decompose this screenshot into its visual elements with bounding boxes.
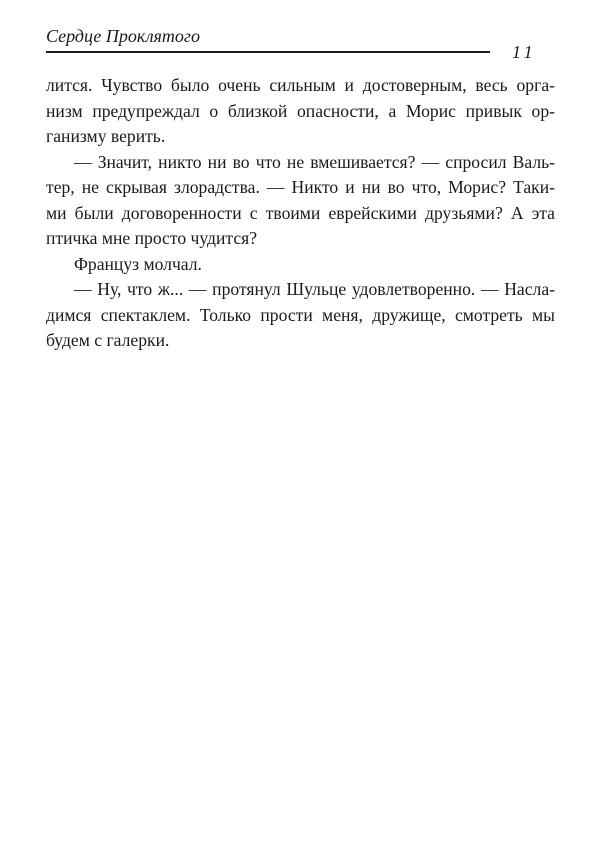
- text-line: — Значит, никто ни во что не вмешивается? — спросил Валь-: [74, 151, 555, 172]
- page-number: 11: [512, 42, 537, 62]
- text-line: ми были договоренности с твоими еврейскими друзьями? А эта: [46, 202, 555, 223]
- text-line: — Ну, что ж... — протянул Шульце удовлетворенно. — Насла-: [74, 279, 555, 299]
- text-line: ганизму верить.: [46, 126, 166, 146]
- text-line: Француз молчал.: [74, 253, 202, 274]
- text-line: будем с галерки.: [46, 330, 170, 350]
- header-rule: [46, 51, 490, 53]
- text-line: димся спектаклем. Только прости меня, дружище, смотреть мы: [46, 304, 555, 325]
- text-line: лится. Чувство было очень сильным и достоверным, весь орга-: [46, 75, 555, 95]
- text-line: птичка мне просто чудится?: [46, 228, 258, 248]
- running-title: Сердце Проклятого: [46, 26, 200, 46]
- text-line: низм предупреждал о близкой опасности, а Морис привык ор-: [46, 100, 555, 121]
- text-line: тер, не скрывая злорадства. — Никто и ни во что, Морис? Таки-: [46, 177, 555, 197]
- body-text: [46, 73, 555, 354]
